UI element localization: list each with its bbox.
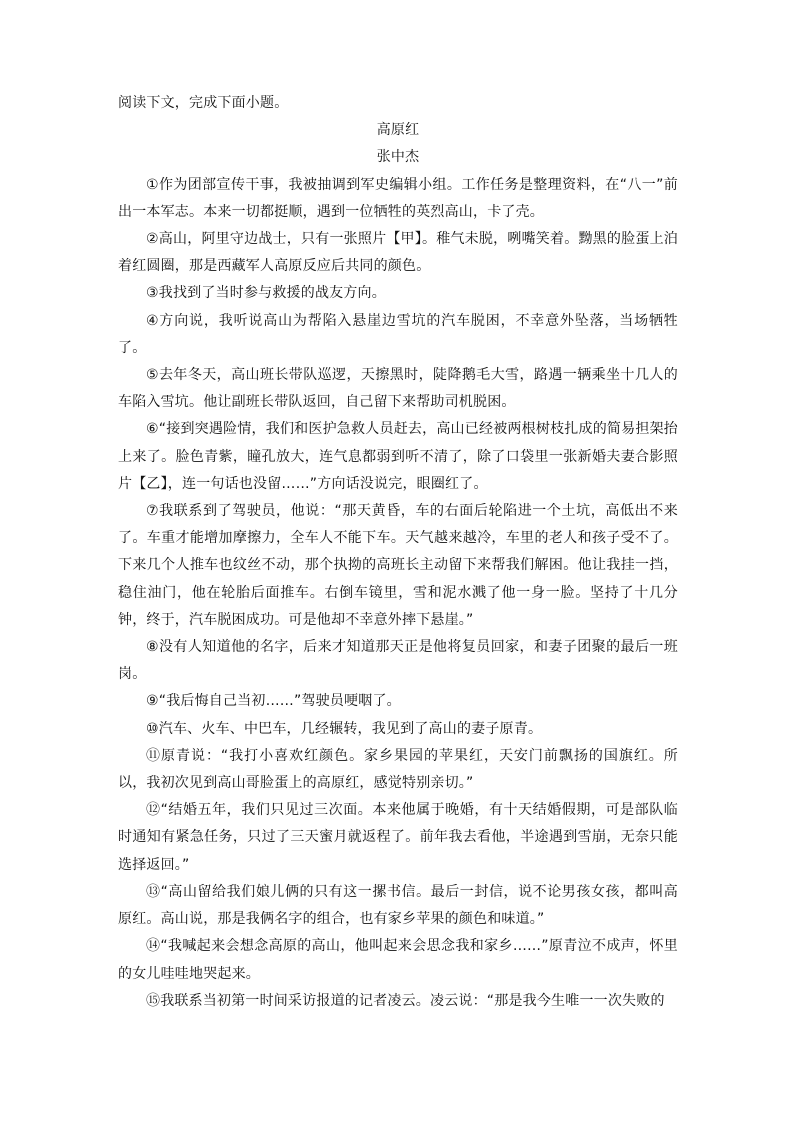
- paragraph-5: ⑤去年冬天，高山班长带队巡逻，天擦黑时，陡降鹅毛大雪，路遇一辆乘坐十几人的车陷入雪坑。他让副班长带队返回，自己留下来帮助司机脱困。: [118, 367, 678, 411]
- paragraph-1: ①作为团部宣传干事，我被抽调到军史编辑小组。工作任务是整理资料，在“八一”前出一本军志。本来一切都挺顺，遇到一位牺牲的英烈高山，卡了壳。: [118, 176, 678, 220]
- paragraph-14: ⑭“我喊起来会想念高原的高山，他叫起来会思念我和家乡……”原青泣不成声，怀里的女儿哇哇地哭起来。: [118, 938, 678, 982]
- paragraph-12: ⑫“结婚五年，我们只见过三次面。本来他属于晚婚，有十天结婚假期，可是部队临时通知有紧急任务，只过了三天蜜月就返程了。前年我去看他，半途遇到雪崩，无奈只能选择返回。”: [118, 802, 678, 873]
- paragraph-4: ④方向说，我听说高山为帮陷入悬崖边雪坑的汽车脱困，不幸意外坠落，当场牺牲了。: [118, 312, 678, 356]
- paragraph-2: ②高山，阿里守边战士，只有一张照片【甲】。稚气未脱，咧嘴笑着。黝黑的脸蛋上泊着红圆圈，那是西藏军人高原反应后共同的颜色。: [118, 231, 678, 275]
- paragraph-9: ⑨“我后悔自己当初……”驾驶员哽咽了。: [146, 693, 401, 710]
- reading-instruction: 阅读下文，完成下面小题。: [118, 95, 289, 111]
- paragraph-8: ⑧没有人知道他的名字，后来才知道那天正是他将复员回家，和妻子团聚的最后一班岗。: [118, 639, 678, 683]
- paragraph-11: ⑪原青说：“我打小喜欢红颜色。家乡果园的苹果红，天安门前飘扬的国旗红。所以，我初次见到高山哥脸蛋上的高原红，感觉特别亲切。”: [118, 747, 678, 792]
- paragraph-10: ⑩汽车、火车、中巴车，几经辗转，我见到了高山的妻子原青。: [146, 720, 543, 737]
- article-title: 高原红: [376, 122, 420, 139]
- paragraph-7: ⑦我联系到了驾驶员，他说：“那天黄昏，车的右面后轮陷进一个土坑，高低出不来了。车重才能增加摩擦力，全车人不能下车。天气越来越冷，车里的老人和孩子受不了。下来几个人推车也纹丝不动，那个执拗的高班长主动留下来帮我们解困。他让我挂一挡，稳住油门，他在轮胎后面推车。右倒车镜里，雪和泥水溅了他一身一脸。坚持了十几分钟，终于，汽车脱困成功。可是他却不幸意外摔下悬崖。”: [118, 503, 678, 628]
- document-page: [118, 90, 678, 1015]
- paragraph-15: ⑮我联系当初第一时间采访报道的记者凌云。凌云说：“那是我今生唯一一次失败的: [146, 992, 665, 1009]
- paragraph-3: ③我找到了当时参与救援的战友方向。: [146, 285, 386, 302]
- paragraph-13: ⑬“高山留给我们娘儿俩的只有这一摞书信。最后一封信，说不论男孩女孩，都叫高原红。高山说，那是我俩名字的组合，也有家乡苹果的颜色和味道。”: [118, 883, 678, 928]
- article-author: 张中杰: [376, 149, 420, 166]
- paragraph-6: ⑥“接到突遇险情，我们和医护急救人员赶去，高山已经被两根树枝扎成的简易担架抬上来了。脸色青紫，瞳孔放大，连气息都弱到听不清了，除了口袋里一张新婚夫妻合影照片【乙】，连一句话也没留……”方向话没说完，眼圈红了。: [118, 421, 678, 492]
